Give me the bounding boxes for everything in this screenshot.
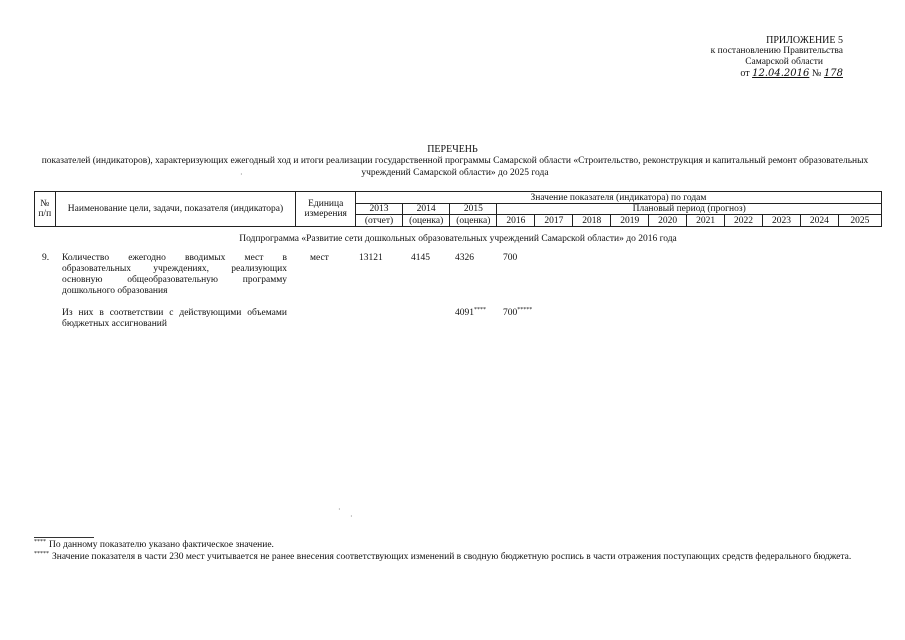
row-value-2016: 700 <box>503 253 518 263</box>
header-forecast-2024: 2024 <box>800 215 838 227</box>
header-forecast-2020: 2020 <box>649 215 687 227</box>
footnote-1 <box>34 540 884 550</box>
document-subtitle: показателей (индикаторов), характеризующих ежегодный ход и итоги реализации государственной программы Самарской области «Строительство, реконструкция и капитальный ремонт образовательных учреждений Самарской области» до 2025 года <box>41 156 869 178</box>
header-num: № п/п <box>35 192 56 227</box>
header-forecast-2017: 2017 <box>535 215 573 227</box>
row-indicator-name: Количество ежегодно вводимых мест в образовательных учреждениях, реализующих основную общеобразовательную программу дошкольного образования <box>62 253 287 296</box>
subrow-value-2016-number: 700 <box>503 308 518 318</box>
header-name: Наименование цели, задачи, показателя (индикатора) <box>55 192 296 227</box>
header-forecast-2023: 2023 <box>762 215 800 227</box>
header-note-2013: (отчет) <box>355 215 402 227</box>
footnote-mark: **** <box>34 538 46 545</box>
row-value-2013: 13121 <box>359 253 383 263</box>
footnote-mark: ***** <box>34 550 49 557</box>
footnote-mark: **** <box>474 306 486 313</box>
footnote-separator <box>34 537 94 538</box>
header-forecast-2016: 2016 <box>497 215 535 227</box>
appendix-header <box>643 35 843 79</box>
header-values-title: Значение показателя (индикатора) по годам <box>355 192 881 204</box>
row-value-2014: 4145 <box>411 253 430 263</box>
handwritten-number: 178 <box>823 68 843 79</box>
row-value-2015: 4326 <box>455 253 474 263</box>
subrow-value-2015 <box>455 308 486 319</box>
header-year-2013: 2013 <box>355 204 402 215</box>
number-prefix: № <box>811 68 822 79</box>
appendix-resolution-line: к постановлению Правительства <box>710 46 843 56</box>
appendix-region-line: Самарской области <box>745 57 823 67</box>
header-forecast-2022: 2022 <box>725 215 763 227</box>
footnote-mark: ***** <box>517 306 533 313</box>
row-index: 9. <box>42 253 50 263</box>
footnote-2 <box>34 551 896 563</box>
header-year-2014: 2014 <box>403 204 450 215</box>
scan-speck: · <box>240 170 243 179</box>
scan-speck: · <box>350 512 353 521</box>
header-forecast-2021: 2021 <box>687 215 725 227</box>
header-planned-period: Плановый период (прогноз) <box>497 204 882 215</box>
indicators-table-header <box>34 191 882 227</box>
document-title: ПЕРЕЧЕНЬ <box>427 144 478 155</box>
row-unit: мест <box>310 253 329 263</box>
header-forecast-2019: 2019 <box>611 215 649 227</box>
subrow-indicator-name: Из них в соответствии с действующими объемами бюджетных ассигнований <box>62 308 287 329</box>
appendix-number: ПРИЛОЖЕНИЕ 5 <box>766 35 843 46</box>
subrow-value-2016 <box>503 308 532 319</box>
scan-speck: · <box>338 505 341 514</box>
appendix-date-line <box>643 68 843 79</box>
footnote-text: Значение показателя в части 230 мест учитывается не ранее внесения соответствующих изменений в сводную бюджетную роспись в части отражения поступающих средств федерального бюджета. <box>52 552 852 562</box>
footnote-text: По данному показателю указано фактическое значение. <box>49 540 274 550</box>
handwritten-date: 12.04.2016 <box>752 68 810 79</box>
header-note-2014: (оценка) <box>403 215 450 227</box>
date-prefix: от <box>740 68 750 79</box>
header-forecast-2018: 2018 <box>573 215 611 227</box>
header-unit: Единица измерения <box>296 192 355 227</box>
subprogram-heading: Подпрограмма «Развитие сети дошкольных образовательных учреждений Самарской области» до 2016 года <box>239 234 677 244</box>
header-note-2015: (оценка) <box>450 215 497 227</box>
header-forecast-2025: 2025 <box>838 215 881 227</box>
subrow-value-2015-number: 4091 <box>455 308 474 318</box>
header-year-2015: 2015 <box>450 204 497 215</box>
